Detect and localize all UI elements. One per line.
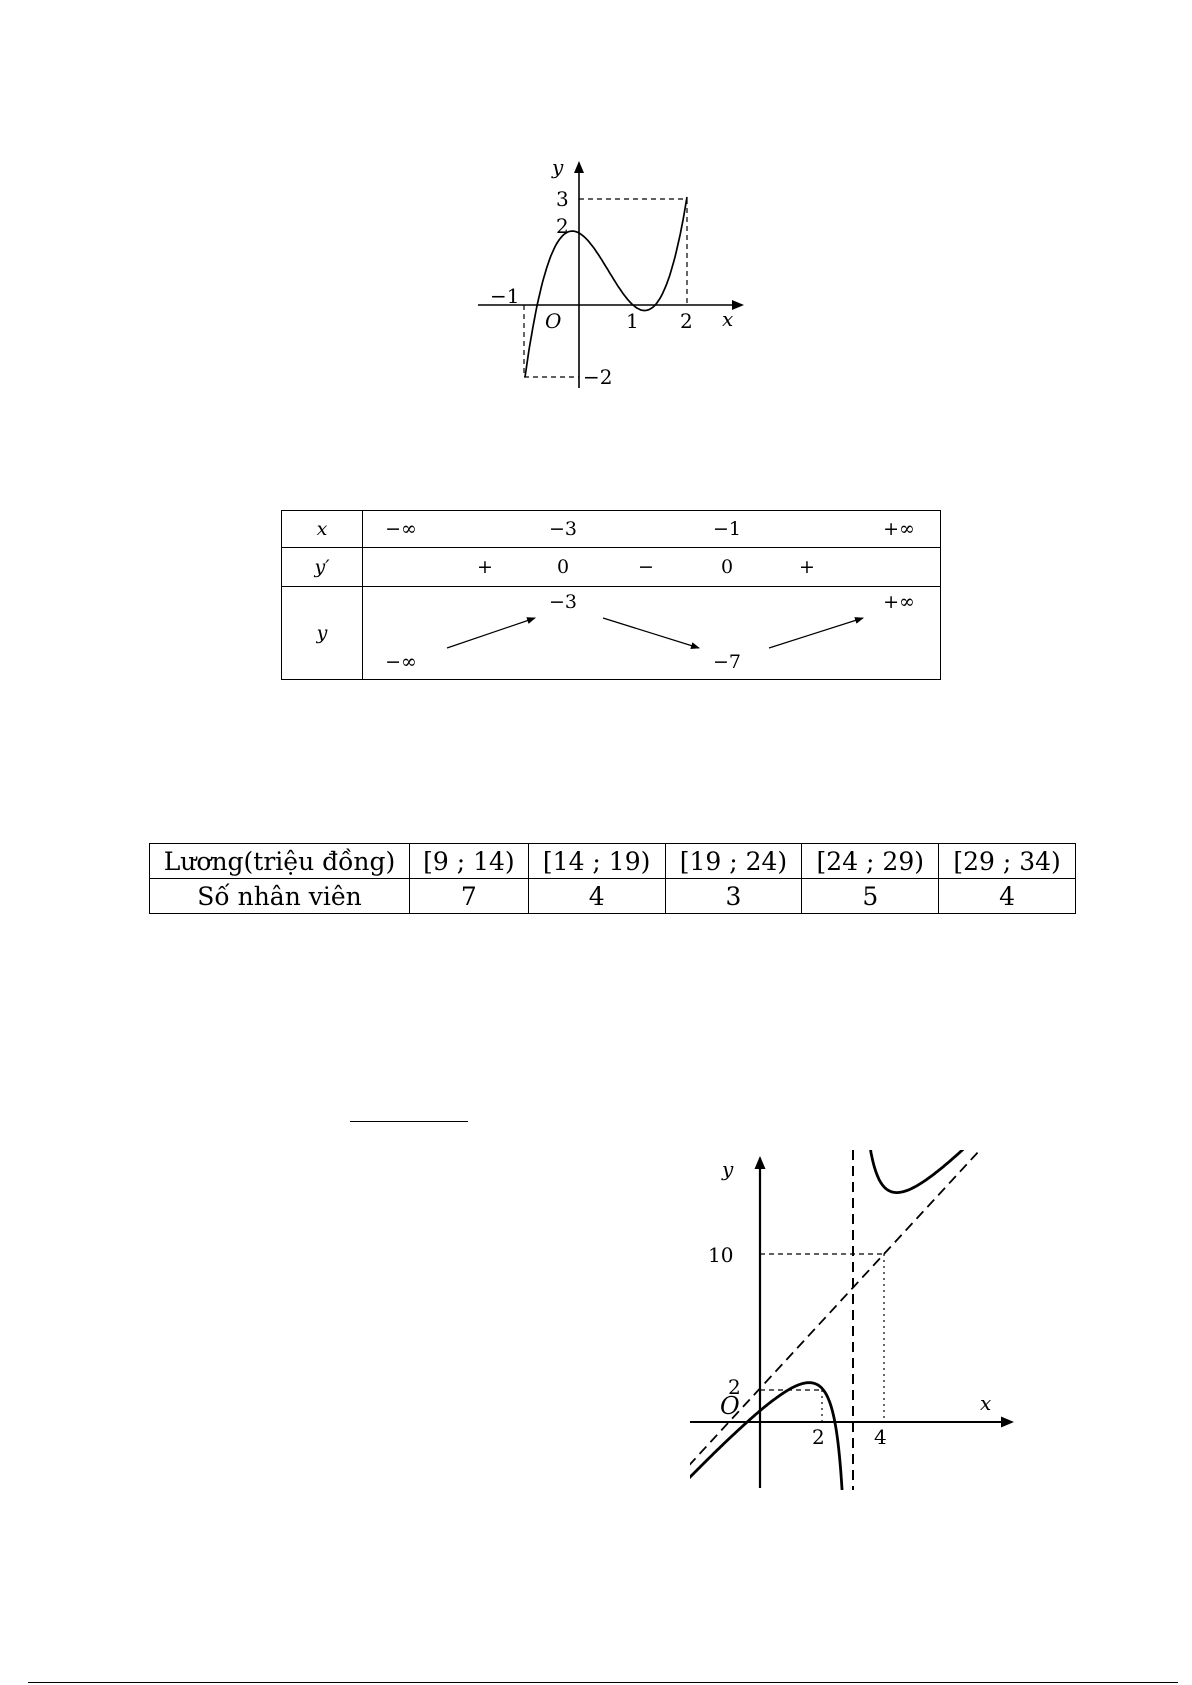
y-tick-label: 3 <box>556 187 569 211</box>
y-tick-label: −2 <box>583 365 613 389</box>
y-axis-label: y <box>552 155 564 179</box>
derivative-sign: + <box>477 556 493 578</box>
derivative-sign: 0 <box>720 556 734 578</box>
x-tick-label: 2 <box>680 309 693 333</box>
interval-cell: [24 ; 29) <box>802 844 939 879</box>
row-label-x: x <box>282 511 363 548</box>
x-tick-label: 2 <box>812 1425 825 1449</box>
y-tick-label: 2 <box>728 1375 741 1399</box>
origin-label: O <box>720 1392 740 1420</box>
y-value: −7 <box>712 651 742 673</box>
x-value: −3 <box>548 518 578 540</box>
header-cell: Lương(triệu đồng) <box>150 844 410 879</box>
interval-cell: [14 ; 19) <box>528 844 665 879</box>
footer-rule <box>28 1682 1178 1683</box>
x-tick-label: −1 <box>490 284 520 308</box>
y-tick-label: 2 <box>556 214 569 238</box>
right-branch-curve <box>857 724 1005 1193</box>
interval-cell: [9 ; 14) <box>410 844 529 879</box>
row-label-y: y <box>282 587 363 680</box>
derivative-sign: 0 <box>556 556 570 578</box>
x-axis-label: x <box>722 307 734 331</box>
x-value: −∞ <box>385 518 417 540</box>
origin-label: O <box>545 309 562 333</box>
y-value: −3 <box>548 591 578 613</box>
x-axis-label: x <box>980 1391 992 1415</box>
derivative-sign: − <box>638 556 654 578</box>
derivative-sign: + <box>799 556 815 578</box>
y-value: −∞ <box>385 651 417 673</box>
count-cell: 4 <box>528 879 665 914</box>
y-axis-label: y <box>722 1157 734 1181</box>
count-cell: 3 <box>665 879 802 914</box>
count-cell: 4 <box>939 879 1076 914</box>
x-value: −1 <box>712 518 742 540</box>
interval-cell: [19 ; 24) <box>665 844 802 879</box>
y-value: +∞ <box>883 591 915 613</box>
count-cell: 5 <box>802 879 939 914</box>
row-label-derivative: y′ <box>282 548 363 587</box>
x-tick-label: 1 <box>626 309 639 333</box>
count-cell: 7 <box>410 879 529 914</box>
row-label-cell: Số nhân viên <box>150 879 410 914</box>
x-tick-label: 4 <box>874 1425 887 1449</box>
y-tick-label: 10 <box>708 1243 734 1267</box>
interval-cell: [29 ; 34) <box>939 844 1076 879</box>
x-value: +∞ <box>883 518 915 540</box>
